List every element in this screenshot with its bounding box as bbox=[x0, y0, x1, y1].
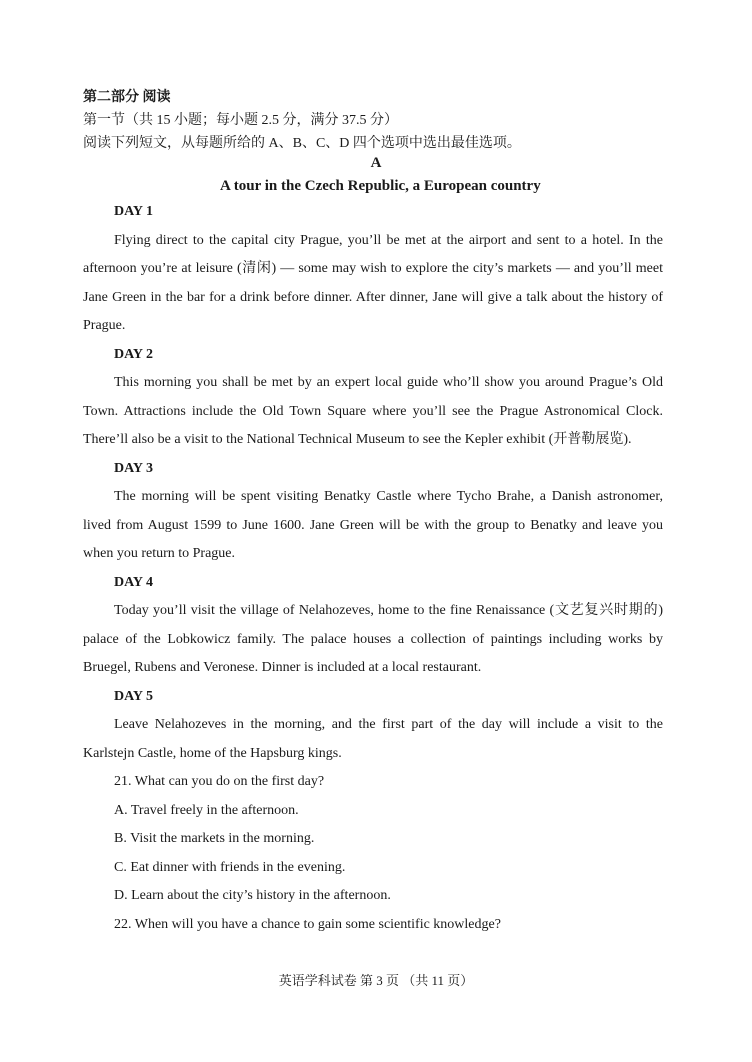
day-paragraph: The morning will be spent visiting Benatky Castle where Tycho Brahe, a Danish astronomer, lived from August 1599 to June 1600. Jane Green will be with the group to Benatky and leave you when you return to Prague. bbox=[83, 489, 663, 561]
answer-option: A. Travel freely in the afternoon. bbox=[114, 802, 299, 818]
day-paragraph: Today you’ll visit the village of Nelahozeves, home to the fine Renaissance (文艺复兴时期的) palace of the Lobkowicz family. The palace houses a collection of paintings including works by Bruegel, Rubens and Veronese. Dinner is included at a local restaurant. bbox=[83, 603, 663, 675]
section-title: 第二部分 阅读 bbox=[83, 90, 171, 105]
day-heading: DAY 5 bbox=[114, 688, 154, 704]
answer-option: B. Visit the markets in the morning. bbox=[114, 831, 315, 846]
answer-option: D. Learn about the city’s history in the afternoon. bbox=[114, 888, 391, 903]
passage-body bbox=[83, 198, 663, 939]
passage-title: A tour in the Czech Republic, a European country bbox=[220, 178, 541, 194]
subsection-info: 第一节（共 15 小题；每小题 2.5 分，满分 37.5 分） bbox=[83, 113, 398, 128]
day-heading: DAY 4 bbox=[114, 574, 154, 590]
day-heading: DAY 2 bbox=[114, 346, 154, 362]
day-paragraph: Flying direct to the capital city Prague, you’ll be met at the airport and sent to a hotel. In the afternoon you’re at leisure (清闲) — some may wish to explore the city’s markets — and you’ll meet Jane Green in the bar for a drink before dinner. After dinner, Jane will give a talk about the history of Prague. bbox=[83, 232, 663, 333]
day-paragraph: This morning you shall be met by an expert local guide who’ll show you around Prague’s Old Town. Attractions include the Old Town Square where you’ll see the Prague Astronomical Clock. There’ll also be a visit to the National Technical Museum to see the Kepler exhibit (开普勒展览). bbox=[83, 375, 663, 447]
passage-letter: A bbox=[370, 155, 382, 171]
answer-option: C. Eat dinner with friends in the evening. bbox=[114, 859, 346, 875]
day-heading: DAY 1 bbox=[114, 204, 154, 219]
day-paragraph: Leave Nelahozeves in the morning, and the first part of the day will include a visit to the Karlstejn Castle, home of the Hapsburg kings. bbox=[83, 717, 663, 761]
question-stem: 22. When will you have a chance to gain some scientific knowledge? bbox=[114, 916, 501, 932]
day-heading: DAY 3 bbox=[114, 460, 154, 476]
section-header bbox=[83, 86, 683, 155]
page-footer: 英语学科试卷 第 3 页 （共 11 页） bbox=[278, 973, 474, 988]
instruction-text: 阅读下列短文，从每题所给的 A、B、C、D 四个选项中选出最佳选项。 bbox=[83, 136, 521, 151]
question-stem: 21. What can you do on the first day? bbox=[114, 774, 325, 789]
